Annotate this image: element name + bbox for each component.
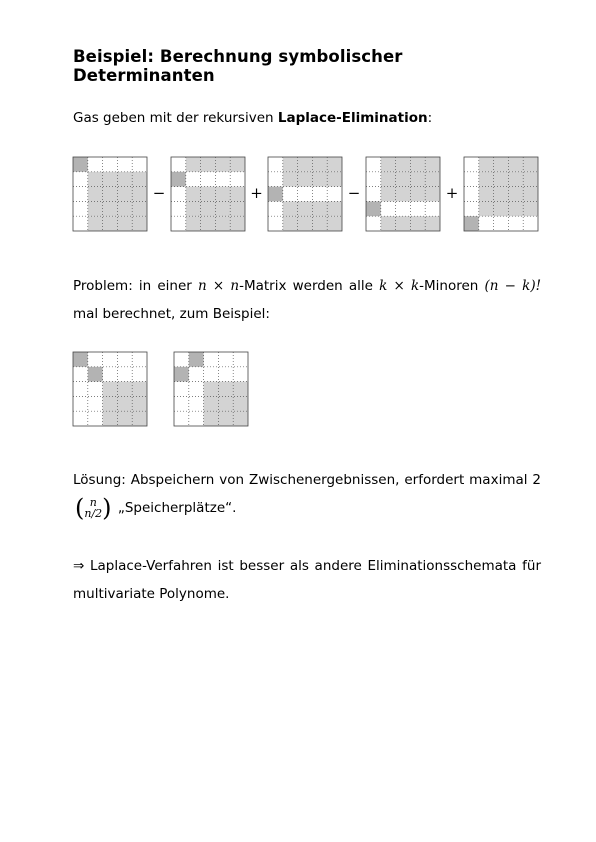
operator-symbol: + (445, 184, 459, 202)
problem-text-3: -Minoren (419, 278, 485, 294)
laplace-matrix (366, 157, 440, 231)
problem-text-1: Problem: in einer (73, 278, 199, 294)
intro-colon: : (427, 110, 433, 126)
solution-text-2: „Speicherplätze“. (113, 500, 237, 516)
operator-symbol: − (152, 184, 166, 202)
var-k-2: k (410, 278, 420, 294)
conclusion-text: Laplace-Verfahren ist besser als andere Eliminationsschemata für multivariate Polynome. (73, 558, 541, 602)
factorial-term: (n − k)! (484, 278, 542, 294)
operator-symbol: − (347, 184, 361, 202)
laplace-matrix (73, 157, 147, 231)
problem-paragraph (73, 272, 541, 328)
binomial: ( n n/2 ) (75, 494, 112, 522)
problem-text-4: mal berechnet, zum Beispiel: (73, 306, 270, 322)
var-k: k (379, 278, 388, 294)
times-symbol: × (212, 278, 225, 294)
implies-arrow: ⇒ (73, 558, 85, 574)
solution-text-1: Lösung: Abspeichern von Zwischenergebnissen, erfordert maximal (73, 472, 533, 488)
intro-term: Laplace-Elimination (277, 110, 428, 126)
binom-coefficient: 2 (532, 472, 541, 488)
conclusion-paragraph (73, 552, 541, 608)
minor-example-row (73, 352, 248, 426)
problem-text-2: -Matrix werden alle (239, 278, 380, 294)
minor-matrix (174, 352, 248, 426)
laplace-expansion-row (73, 157, 538, 231)
var-n: n (198, 278, 207, 294)
operator-symbol: + (250, 184, 263, 202)
var-n-2: n (230, 278, 240, 294)
laplace-matrix (268, 157, 342, 231)
minor-matrix (73, 352, 147, 426)
binom-bottom: n/2 (84, 507, 103, 520)
page-title: Beispiel: Berechnung symbolischer Determinanten (73, 47, 403, 85)
times-symbol-2: × (393, 278, 405, 294)
laplace-matrix (171, 157, 245, 231)
intro-text: Gas geben mit der rekursiven (73, 110, 278, 126)
solution-paragraph (73, 466, 541, 522)
laplace-matrix (464, 157, 538, 231)
binom-top: n (89, 496, 97, 509)
